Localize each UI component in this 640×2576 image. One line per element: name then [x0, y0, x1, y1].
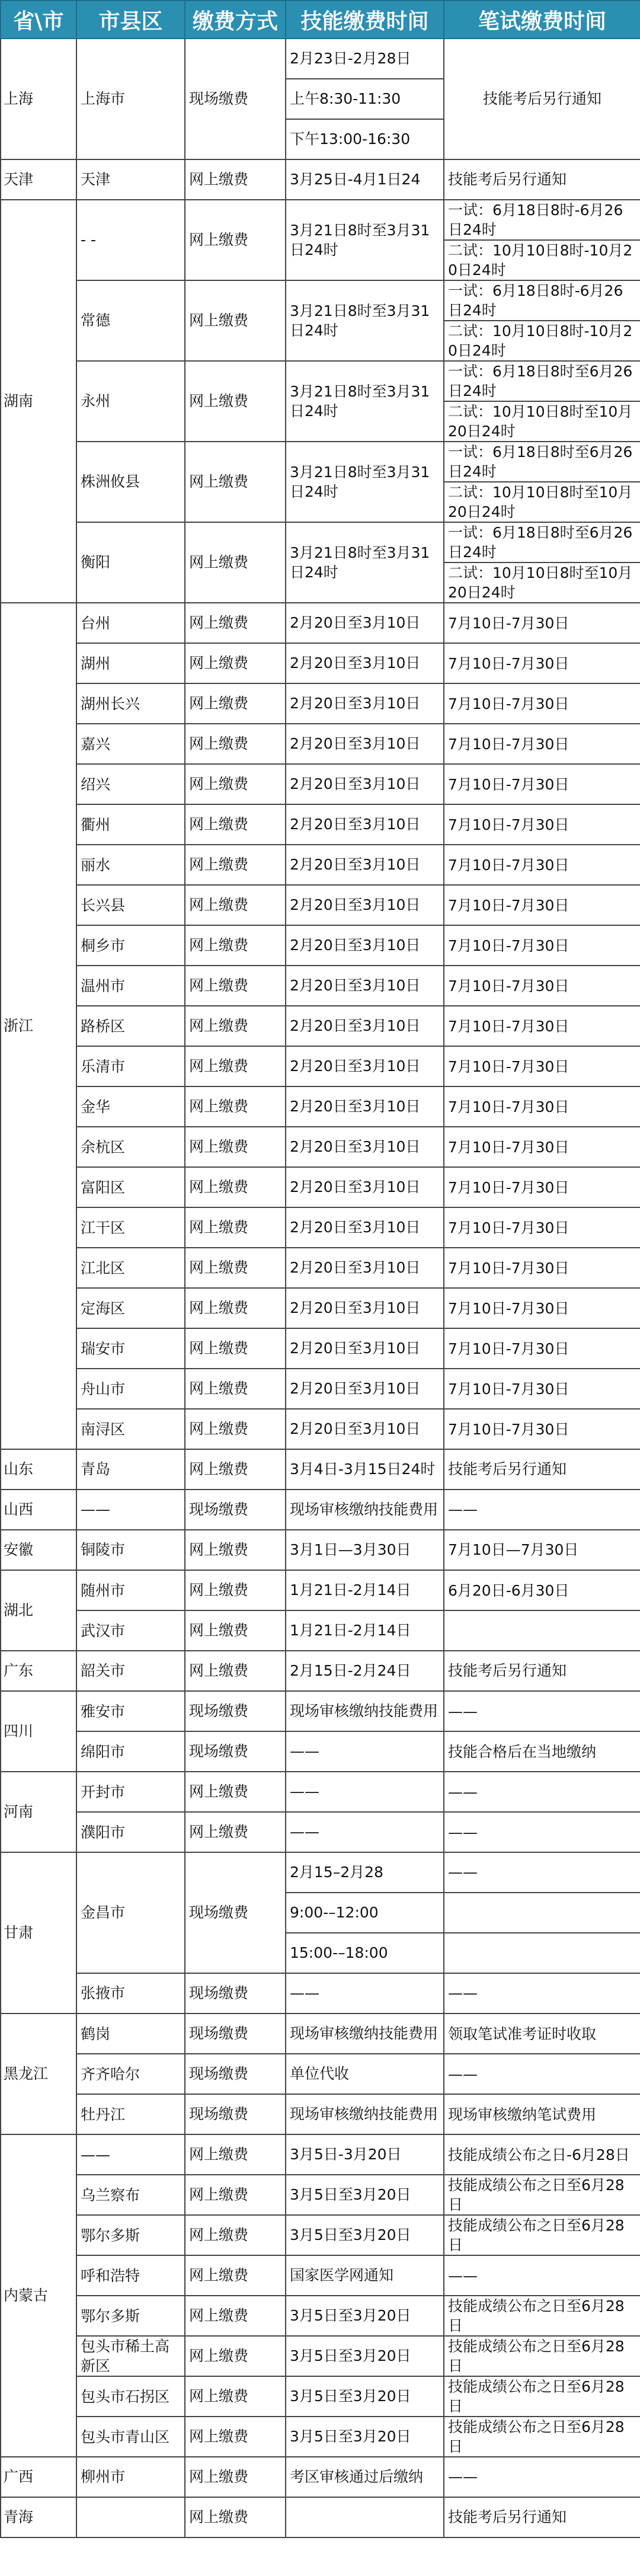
method-cell: 现场缴费	[185, 1973, 286, 2014]
province-cell: 广西	[1, 2457, 76, 2497]
city-cell: 包头市青山区	[76, 2417, 185, 2457]
province-cell: 河南	[1, 1772, 76, 1852]
written-time-cell: 7月10日—7月30日	[444, 1530, 640, 1570]
skill-time-cell: 3月5日至3月20日	[286, 2376, 444, 2417]
written-time-cell: 7月10日-7月30日	[444, 1046, 640, 1086]
written-time-cell: 7月10日-7月30日	[444, 1086, 640, 1127]
table-row	[1, 764, 640, 804]
skill-time-cell: 9:00-–12:00	[286, 1893, 444, 1933]
table-row	[1, 361, 640, 401]
skill-time-cell: 现场审核缴纳技能费用	[286, 1490, 444, 1530]
method-cell: 网上缴费	[185, 1651, 286, 1691]
province-cell: 浙江	[1, 603, 76, 1449]
written-time-cell: 二试：10月10日8时至10月20日24时	[444, 401, 640, 442]
written-time-cell: 7月10日-7月30日	[444, 1006, 640, 1046]
skill-time-cell	[286, 2497, 444, 2537]
city-cell: 乌兰察布	[76, 2175, 185, 2215]
method-cell: 网上缴费	[185, 845, 286, 885]
written-time-cell: 7月10日-7月30日	[444, 1369, 640, 1409]
table-row	[1, 1207, 640, 1248]
header-province: 省\市	[1, 1, 76, 39]
province-cell: 安徽	[1, 1530, 76, 1570]
table-row	[1, 2255, 640, 2296]
written-time-cell: 7月10日-7月30日	[444, 1288, 640, 1328]
city-cell: 武汉市	[76, 1610, 185, 1651]
skill-time-cell: 2月20日至3月10日	[286, 1046, 444, 1086]
skill-time-cell: ——	[286, 1731, 444, 1772]
city-cell: 富阳区	[76, 1167, 185, 1207]
skill-time-cell: 2月20日至3月10日	[286, 804, 444, 845]
skill-time-cell: 3月21日8时至3月31日24时	[286, 522, 444, 603]
method-cell: 现场缴费	[185, 1691, 286, 1731]
skill-time-cell: 2月20日至3月10日	[286, 1006, 444, 1046]
method-cell: 网上缴费	[185, 2336, 286, 2376]
city-cell: 余杭区	[76, 1127, 185, 1167]
skill-time-cell: 2月15–2月28	[286, 1852, 444, 1893]
method-cell: 网上缴费	[185, 2376, 286, 2417]
skill-time-cell: 2月20日至3月10日	[286, 966, 444, 1006]
skill-time-cell: 3月21日8时至3月31日24时	[286, 361, 444, 442]
skill-time-cell: 3月5日至3月20日	[286, 2417, 444, 2457]
city-cell: 常德	[76, 280, 185, 361]
city-cell: 舟山市	[76, 1369, 185, 1409]
written-time-cell: 领取笔试准考证时收取	[444, 2014, 640, 2054]
method-cell: 网上缴费	[185, 1328, 286, 1369]
skill-time-cell: 3月21日8时至3月31日24时	[286, 200, 444, 280]
written-time-cell: 技能考后另行通知	[444, 1651, 640, 1691]
skill-time-cell: 3月5日至3月20日	[286, 2336, 444, 2376]
written-time-cell: ——	[444, 2054, 640, 2094]
skill-time-cell: 2月20日至3月10日	[286, 1086, 444, 1127]
table-row	[1, 1490, 640, 1530]
table-row	[1, 280, 640, 321]
city-cell: 上海市	[76, 39, 185, 159]
skill-time-cell: 2月20日至3月10日	[286, 1127, 444, 1167]
skill-time-cell: 2月20日至3月10日	[286, 1328, 444, 1369]
city-cell: 包头市稀土高新区	[76, 2336, 185, 2376]
city-cell: 鄂尔多斯	[76, 2296, 185, 2336]
skill-time-cell: 考区审核通过后缴纳	[286, 2457, 444, 2497]
method-cell: 现场缴费	[185, 1731, 286, 1772]
skill-time-cell: 3月5日至3月20日	[286, 2175, 444, 2215]
city-cell: 金昌市	[76, 1852, 185, 1973]
province-cell: 山东	[1, 1449, 76, 1490]
written-time-cell: 技能成绩公布之日至6月28日	[444, 2215, 640, 2255]
table-row	[1, 1127, 640, 1167]
written-time-cell: 一试：6月18日8时至6月26日24时	[444, 442, 640, 482]
table-row	[1, 1610, 640, 1651]
written-time-cell: 技能成绩公布之日至6月28日	[444, 2175, 640, 2215]
written-time-cell: 一试：6月18日8时-6月26日24时	[444, 280, 640, 321]
city-cell: 绍兴	[76, 764, 185, 804]
city-cell: 衢州	[76, 804, 185, 845]
skill-time-cell: 2月20日至3月10日	[286, 845, 444, 885]
method-cell: 现场缴费	[185, 39, 286, 159]
skill-time-cell: 2月20日至3月10日	[286, 1248, 444, 1288]
city-cell: 鹤岗	[76, 2014, 185, 2054]
province-cell: 甘肃	[1, 1852, 76, 2014]
written-time-cell: 7月10日-7月30日	[444, 1409, 640, 1449]
city-cell: 金华	[76, 1086, 185, 1127]
method-cell: 网上缴费	[185, 2175, 286, 2215]
method-cell: 现场缴费	[185, 2094, 286, 2134]
city-cell: 丽水	[76, 845, 185, 885]
table-row	[1, 1328, 640, 1369]
table-row	[1, 1086, 640, 1127]
table-row	[1, 2175, 640, 2215]
skill-time-cell: 2月20日至3月10日	[286, 1409, 444, 1449]
skill-time-cell: ——	[286, 1973, 444, 2014]
table-row	[1, 1772, 640, 1812]
skill-time-cell: 1月21日-2月14日	[286, 1610, 444, 1651]
city-cell: 牡丹江	[76, 2094, 185, 2134]
method-cell: 网上缴费	[185, 2497, 286, 2537]
header-skill-fee-time: 技能缴费时间	[286, 1, 444, 39]
method-cell: 网上缴费	[185, 1006, 286, 1046]
city-cell: 柳州市	[76, 2457, 185, 2497]
method-cell: 网上缴费	[185, 2417, 286, 2457]
written-time-cell: 7月10日-7月30日	[444, 643, 640, 683]
province-cell: 广东	[1, 1651, 76, 1691]
table-row	[1, 2296, 640, 2336]
city-cell: ——	[76, 1490, 185, 1530]
table-row	[1, 1973, 640, 2014]
city-cell: 随州市	[76, 1570, 185, 1610]
city-cell: 铜陵市	[76, 1530, 185, 1570]
method-cell: 网上缴费	[185, 1409, 286, 1449]
city-cell: 温州市	[76, 966, 185, 1006]
header-city: 市县区	[76, 1, 185, 39]
table-row	[1, 1570, 640, 1610]
city-cell: 包头市石拐区	[76, 2376, 185, 2417]
written-time-cell: 7月10日-7月30日	[444, 1248, 640, 1288]
method-cell: 网上缴费	[185, 1530, 286, 1570]
method-cell: 网上缴费	[185, 159, 286, 200]
table-row	[1, 683, 640, 724]
method-cell: 网上缴费	[185, 361, 286, 442]
written-time-cell: ——	[444, 1691, 640, 1731]
skill-time-cell: 2月20日至3月10日	[286, 1369, 444, 1409]
written-time-cell: 一试：6月18日8时至6月26日24时	[444, 522, 640, 562]
skill-time-cell: 2月20日至3月10日	[286, 724, 444, 764]
table-row	[1, 1651, 640, 1691]
table-row	[1, 1167, 640, 1207]
skill-time-cell: 2月20日至3月10日	[286, 683, 444, 724]
table-row	[1, 1852, 640, 1893]
method-cell: 网上缴费	[185, 764, 286, 804]
written-time-cell: 7月10日-7月30日	[444, 724, 640, 764]
table-row	[1, 1369, 640, 1409]
written-time-cell: 技能成绩公布之日至6月28日	[444, 2296, 640, 2336]
written-time-cell: ——	[444, 1852, 640, 1893]
city-cell: 青岛	[76, 1449, 185, 1490]
skill-time-cell: 2月20日至3月10日	[286, 925, 444, 966]
province-cell: 四川	[1, 1691, 76, 1772]
city-cell: 株洲攸县	[76, 442, 185, 522]
skill-time-cell: 现场审核缴纳技能费用	[286, 2014, 444, 2054]
written-time-cell: 7月10日-7月30日	[444, 885, 640, 925]
city-cell	[76, 2497, 185, 2537]
city-cell: 绵阳市	[76, 1731, 185, 1772]
table-row	[1, 442, 640, 482]
skill-time-cell: 3月1日—3月30日	[286, 1530, 444, 1570]
table-row	[1, 1248, 640, 1288]
method-cell: 网上缴费	[185, 1449, 286, 1490]
written-time-cell: 7月10日-7月30日	[444, 1207, 640, 1248]
written-time-cell: ——	[444, 1772, 640, 1812]
city-cell: 韶关市	[76, 1651, 185, 1691]
city-cell: 开封市	[76, 1772, 185, 1812]
skill-time-cell: 3月4日-3月15日24时	[286, 1449, 444, 1490]
written-time-cell	[444, 1610, 640, 1651]
table-row	[1, 1006, 640, 1046]
written-time-cell: ——	[444, 1812, 640, 1852]
city-cell: 齐齐哈尔	[76, 2054, 185, 2094]
method-cell: 网上缴费	[185, 1046, 286, 1086]
city-cell: 路桥区	[76, 1006, 185, 1046]
written-time-cell: 7月10日-7月30日	[444, 1167, 640, 1207]
written-time-cell: 7月10日-7月30日	[444, 804, 640, 845]
city-cell: 江干区	[76, 1207, 185, 1248]
skill-time-cell: 现场审核缴纳技能费用	[286, 2094, 444, 2134]
written-time-cell: 一试：6月18日8时至6月26日24时	[444, 361, 640, 401]
city-cell: 台州	[76, 603, 185, 643]
method-cell: 网上缴费	[185, 1207, 286, 1248]
table-row	[1, 966, 640, 1006]
method-cell: 网上缴费	[185, 2457, 286, 2497]
table-row	[1, 1731, 640, 1772]
written-time-cell: 二试：10月10日8时至10月20日24时	[444, 562, 640, 603]
table-row	[1, 2457, 640, 2497]
written-time-cell: 二试：10月10日8时至10月20日24时	[444, 482, 640, 522]
written-time-cell: 现场审核缴纳笔试费用	[444, 2094, 640, 2134]
header-row	[1, 1, 640, 39]
method-cell: 网上缴费	[185, 1610, 286, 1651]
method-cell: 现场缴费	[185, 1490, 286, 1530]
skill-time-cell: 2月20日至3月10日	[286, 1207, 444, 1248]
table-row	[1, 1449, 640, 1490]
table-row	[1, 39, 640, 79]
table-row	[1, 2014, 640, 2054]
written-time-cell: 7月10日-7月30日	[444, 764, 640, 804]
table-row	[1, 1691, 640, 1731]
province-cell: 上海	[1, 39, 76, 159]
method-cell: 网上缴费	[185, 2215, 286, 2255]
method-cell: 网上缴费	[185, 683, 286, 724]
skill-time-cell: 1月21日-2月14日	[286, 1570, 444, 1610]
written-time-cell: 二试：10月10日8时-10月20日24时	[444, 240, 640, 280]
method-cell: 网上缴费	[185, 804, 286, 845]
method-cell: 网上缴费	[185, 1248, 286, 1288]
city-cell: 衡阳	[76, 522, 185, 603]
skill-time-cell: 2月20日至3月10日	[286, 1288, 444, 1328]
written-time-cell: ——	[444, 1490, 640, 1530]
method-cell: 网上缴费	[185, 925, 286, 966]
written-time-cell: ——	[444, 2457, 640, 2497]
skill-time-cell: 单位代收	[286, 2054, 444, 2094]
city-cell: 呼和浩特	[76, 2255, 185, 2296]
skill-time-cell: 2月20日至3月10日	[286, 643, 444, 683]
city-cell: 雅安市	[76, 1691, 185, 1731]
skill-time-cell: 3月25日-4月1日24	[286, 159, 444, 200]
method-cell: 网上缴费	[185, 966, 286, 1006]
province-cell: 青海	[1, 2497, 76, 2537]
skill-time-cell: 现场审核缴纳技能费用	[286, 1691, 444, 1731]
written-time-cell: 技能考后另行通知	[444, 2497, 640, 2537]
written-time-cell	[444, 1933, 640, 1973]
written-time-cell: 技能考后另行通知	[444, 159, 640, 200]
table-row	[1, 2094, 640, 2134]
method-cell: 网上缴费	[185, 280, 286, 361]
method-cell: 网上缴费	[185, 442, 286, 522]
city-cell: 天津	[76, 159, 185, 200]
method-cell: 网上缴费	[185, 1288, 286, 1328]
table-row	[1, 2215, 640, 2255]
written-time-cell: 技能考后另行通知	[444, 39, 640, 159]
skill-time-cell: ——	[286, 1772, 444, 1812]
skill-time-cell: 2月20日至3月10日	[286, 764, 444, 804]
table-row	[1, 2376, 640, 2417]
method-cell: 网上缴费	[185, 2134, 286, 2175]
method-cell: 现场缴费	[185, 2014, 286, 2054]
written-time-cell: 7月10日-7月30日	[444, 683, 640, 724]
province-cell: 黑龙江	[1, 2014, 76, 2134]
table-row	[1, 1812, 640, 1852]
city-cell: 嘉兴	[76, 724, 185, 764]
table-row	[1, 724, 640, 764]
city-cell: 瑞安市	[76, 1328, 185, 1369]
written-time-cell: 技能成绩公布之日至6月28日	[444, 2336, 640, 2376]
skill-time-cell: 2月20日至3月10日	[286, 1167, 444, 1207]
city-cell: 张掖市	[76, 1973, 185, 2014]
written-time-cell: 技能合格后在当地缴纳	[444, 1731, 640, 1772]
table-row	[1, 1530, 640, 1570]
city-cell: 定海区	[76, 1288, 185, 1328]
table-row	[1, 804, 640, 845]
table-row	[1, 925, 640, 966]
header-payment-method: 缴费方式	[185, 1, 286, 39]
written-time-cell: 7月10日-7月30日	[444, 966, 640, 1006]
written-time-cell: 7月10日-7月30日	[444, 1328, 640, 1369]
city-cell: 南浔区	[76, 1409, 185, 1449]
method-cell: 网上缴费	[185, 2296, 286, 2336]
written-time-cell: 6月20日-6月30日	[444, 1570, 640, 1610]
city-cell: 长兴县	[76, 885, 185, 925]
city-cell: 鄂尔多斯	[76, 2215, 185, 2255]
written-time-cell	[444, 1893, 640, 1933]
skill-time-cell: 3月5日-3月20日	[286, 2134, 444, 2175]
city-cell: 永州	[76, 361, 185, 442]
city-cell: - -	[76, 200, 185, 280]
method-cell: 现场缴费	[185, 1852, 286, 1973]
table-row	[1, 2054, 640, 2094]
province-cell: 内蒙古	[1, 2134, 76, 2457]
skill-time-cell: 2月23日-2月28日	[286, 39, 444, 79]
city-cell: ——	[76, 2134, 185, 2175]
table-row	[1, 2336, 640, 2376]
table-row	[1, 643, 640, 683]
table-row	[1, 845, 640, 885]
method-cell: 网上缴费	[185, 1772, 286, 1812]
written-time-cell: ——	[444, 2255, 640, 2296]
province-cell: 山西	[1, 1490, 76, 1530]
method-cell: 网上缴费	[185, 643, 286, 683]
table-row	[1, 885, 640, 925]
method-cell: 网上缴费	[185, 1086, 286, 1127]
city-cell: 湖州长兴	[76, 683, 185, 724]
written-time-cell: 技能成绩公布之日至6月28日	[444, 2376, 640, 2417]
written-time-cell: 技能考后另行通知	[444, 1449, 640, 1490]
table-row	[1, 159, 640, 200]
written-time-cell: 一试：6月18日8时-6月26日24时	[444, 200, 640, 240]
table-row	[1, 1046, 640, 1086]
method-cell: 网上缴费	[185, 1369, 286, 1409]
skill-time-cell: 国家医学网通知	[286, 2255, 444, 2296]
written-time-cell: 7月10日-7月30日	[444, 925, 640, 966]
method-cell: 网上缴费	[185, 1127, 286, 1167]
city-cell: 桐乡市	[76, 925, 185, 966]
written-time-cell: ——	[444, 1973, 640, 2014]
method-cell: 网上缴费	[185, 1167, 286, 1207]
written-time-cell: 技能成绩公布之日至6月28日	[444, 2417, 640, 2457]
city-cell: 湖州	[76, 643, 185, 683]
city-cell: 濮阳市	[76, 1812, 185, 1852]
skill-time-cell: 上午8:30-11:30	[286, 79, 444, 119]
skill-time-cell: ——	[286, 1812, 444, 1852]
skill-time-cell: 3月21日8时至3月31日24时	[286, 442, 444, 522]
method-cell: 网上缴费	[185, 1570, 286, 1610]
table-row	[1, 1409, 640, 1449]
table-row	[1, 2417, 640, 2457]
method-cell: 网上缴费	[185, 200, 286, 280]
method-cell: 现场缴费	[185, 2054, 286, 2094]
written-time-cell: 二试：10月10日8时-10月20日24时	[444, 321, 640, 361]
skill-time-cell: 2月15日-2月24日	[286, 1651, 444, 1691]
written-time-cell: 7月10日-7月30日	[444, 603, 640, 643]
city-cell: 乐清市	[76, 1046, 185, 1086]
table-row	[1, 603, 640, 643]
province-cell: 天津	[1, 159, 76, 200]
method-cell: 网上缴费	[185, 1812, 286, 1852]
method-cell: 网上缴费	[185, 522, 286, 603]
skill-time-cell: 3月5日至3月20日	[286, 2296, 444, 2336]
skill-time-cell: 下午13:00-16:30	[286, 119, 444, 159]
header-written-fee-time: 笔试缴费时间	[444, 1, 640, 39]
table-row	[1, 2497, 640, 2537]
province-cell: 湖南	[1, 200, 76, 603]
method-cell: 网上缴费	[185, 724, 286, 764]
city-cell: 江北区	[76, 1248, 185, 1288]
method-cell: 网上缴费	[185, 2255, 286, 2296]
skill-time-cell: 3月21日8时至3月31日24时	[286, 280, 444, 361]
skill-time-cell: 3月5日至3月20日	[286, 2215, 444, 2255]
skill-time-cell: 2月20日至3月10日	[286, 885, 444, 925]
method-cell: 网上缴费	[185, 603, 286, 643]
province-cell: 湖北	[1, 1570, 76, 1651]
table-row	[1, 522, 640, 562]
skill-time-cell: 2月20日至3月10日	[286, 603, 444, 643]
method-cell: 网上缴费	[185, 885, 286, 925]
skill-time-cell: 15:00-–18:00	[286, 1933, 444, 1973]
table-row	[1, 2134, 640, 2175]
written-time-cell: 7月10日-7月30日	[444, 845, 640, 885]
written-time-cell: 7月10日-7月30日	[444, 1127, 640, 1167]
table-row	[1, 200, 640, 240]
written-time-cell: 技能成绩公布之日-6月28日	[444, 2134, 640, 2175]
table-row	[1, 1288, 640, 1328]
